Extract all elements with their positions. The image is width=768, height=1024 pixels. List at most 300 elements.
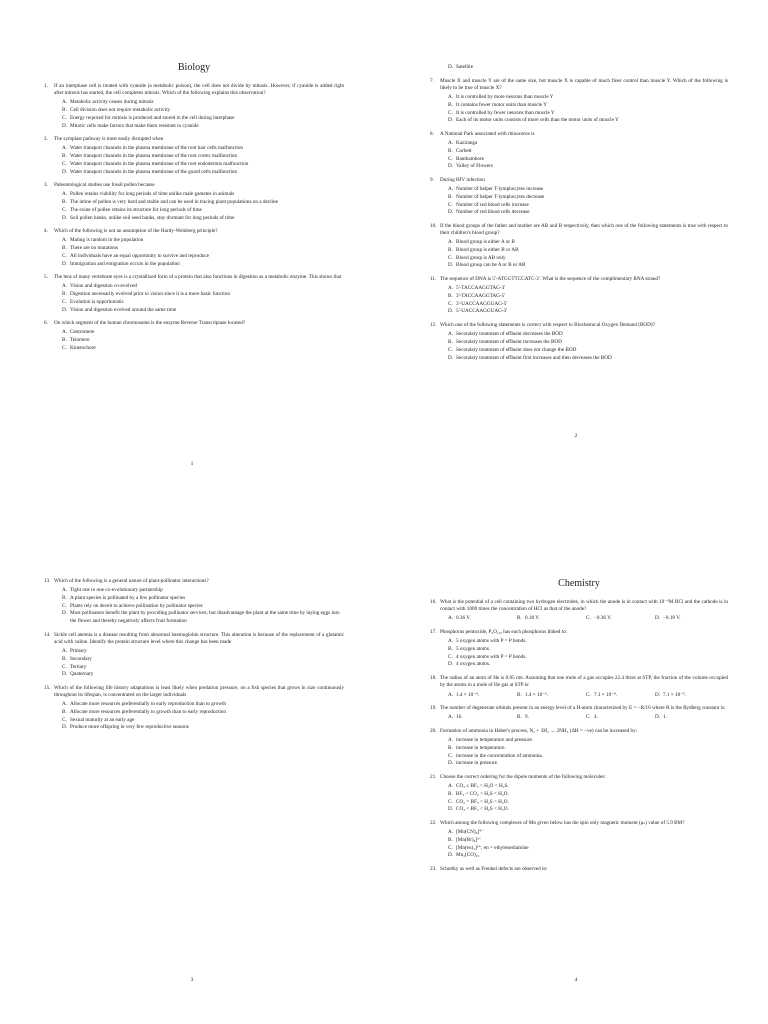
option-text: Tertiary: [70, 663, 87, 670]
question-number: 9.: [430, 176, 434, 183]
option-text: It contains fewer motor units than muscle Y: [456, 101, 547, 108]
option-text: Most pollinators benefit the plant by providing pollinator services, but disadvantage the plant at the same time by laying eggs into the flower and thereby negatively affects fruit formation: [70, 610, 340, 625]
option-text: 1.: [663, 714, 667, 721]
option-letter: B.: [448, 293, 453, 300]
option-text: The exine of pollen retains its structure for long periods of time: [70, 206, 202, 213]
option-letter: D.: [448, 354, 454, 361]
question: [44, 182, 344, 222]
question: [430, 322, 728, 362]
option-letter: D.: [448, 308, 454, 315]
answer-option: [62, 245, 344, 253]
option-letter: C.: [448, 346, 453, 353]
answer-options: [430, 140, 728, 171]
answer-option: [62, 299, 344, 307]
option-text: 4 oxygen atoms with P = P bonds.: [456, 653, 527, 660]
option-letter: A.: [62, 191, 68, 198]
option-text: Secondary treatment of effluent decreases the BOD: [456, 331, 563, 338]
option-text: Allocate more resources preferentially to growth than to early reproduction: [70, 709, 226, 716]
option-letter: A.: [62, 145, 68, 152]
option-letter: B.: [517, 691, 522, 698]
option-letter: B.: [448, 646, 453, 653]
answer-option: [448, 806, 728, 814]
option-letter: D.: [448, 806, 454, 813]
answer-options: [430, 638, 728, 669]
question-text: [430, 322, 728, 329]
option-text: Allocate more resources preferentially to early reproduction than to growth: [70, 701, 226, 708]
question-body: Which of the following is not an assumption of the Hardy-Weinberg principle?: [54, 228, 218, 235]
option-letter: A.: [62, 237, 68, 244]
option-letter: A.: [448, 714, 454, 721]
answer-option: [62, 664, 344, 672]
question-number: 12.: [430, 322, 437, 329]
option-text: −0.18 V.: [663, 615, 681, 622]
answer-option: [62, 261, 344, 269]
option-text: Produce more offspring in very few reproductive seasons: [70, 724, 189, 731]
question-text: [430, 131, 728, 138]
answer-option: [448, 347, 728, 355]
option-text: Valley of Flowers: [456, 163, 493, 170]
option-text: increase in temperature and pressure.: [456, 737, 534, 744]
option-text: Plants rely on deceit to achieve pollination by pollinator species: [70, 602, 203, 609]
answer-option: [448, 745, 728, 753]
question-number: 10.: [430, 222, 437, 229]
option-letter: C.: [62, 344, 67, 351]
answer-option: [448, 760, 728, 768]
question-number: 22.: [430, 820, 437, 827]
option-text: Mating is random in the population: [70, 237, 144, 244]
answer-option: [448, 186, 728, 194]
answer-option: [62, 253, 344, 261]
question: [430, 675, 728, 699]
question-number: 4.: [44, 228, 48, 235]
answer-option: [655, 692, 724, 700]
question: [44, 632, 344, 679]
option-text: Water transport channels in the plasma membrane of the root hair cells malfunction: [70, 145, 244, 152]
question-body: The sequence of DNA is 5'-ATGGTTCCATC-3'. What is the sequence of the complimentary RNA strand?: [440, 276, 661, 283]
answer-option: [448, 140, 728, 148]
option-text: 5'-TACCAAGGTAG-3': [456, 285, 506, 292]
option-letter: A.: [62, 701, 68, 708]
question-number: 8.: [430, 130, 434, 137]
answer-option: [448, 94, 728, 102]
option-letter: C.: [62, 160, 67, 167]
question-number: 6.: [44, 320, 48, 327]
option-letter: D.: [62, 671, 68, 678]
option-letter: D.: [62, 610, 68, 617]
option-letter: A.: [448, 638, 454, 645]
option-text: The intine of pollen is very hard and stable and can be used in tracing plant populations on a decline: [70, 199, 278, 206]
option-letter: C.: [62, 663, 67, 670]
answer-option: [448, 845, 728, 853]
question: [430, 78, 728, 125]
option-letter: A.: [62, 283, 68, 290]
answer-option: [517, 714, 586, 722]
option-text: 0.36 V.: [456, 615, 471, 622]
answer-options: [430, 615, 728, 623]
option-letter: D.: [62, 122, 68, 129]
option-text: Ranthambore: [456, 155, 484, 162]
answer-options: [44, 701, 344, 732]
answer-option: [62, 610, 344, 625]
question: [44, 685, 344, 732]
option-letter: D.: [448, 117, 454, 124]
option-letter: A.: [448, 691, 454, 698]
option-letter: C.: [448, 155, 453, 162]
answer-option: [586, 714, 655, 722]
answer-option: [448, 308, 728, 316]
answer-options: [430, 692, 728, 700]
answer-options: [430, 186, 728, 217]
option-letter: D.: [62, 724, 68, 731]
question-number: 1.: [44, 83, 48, 89]
question-body: Choose the correct ordering for the dipole moments of the following molecules:: [440, 774, 606, 781]
answer-options: [430, 94, 728, 125]
answer-option: [448, 799, 728, 807]
option-letter: C.: [62, 298, 67, 305]
option-letter: C.: [448, 109, 453, 116]
page-4: [384, 512, 768, 1024]
answer-option: [448, 255, 728, 263]
option-letter: B.: [448, 193, 453, 200]
option-letter: B.: [62, 107, 67, 114]
page-2: [384, 0, 768, 512]
option-text: [Mn(en)₃]²⁺; en = ethylenediamine: [456, 844, 529, 851]
option-letter: A.: [448, 829, 454, 836]
option-letter: D.: [62, 260, 68, 267]
option-letter: A.: [62, 587, 68, 594]
answer-option: [448, 692, 517, 700]
answer-option: [62, 671, 344, 679]
answer-options: [430, 714, 728, 722]
option-text: increase in the concentration of ammonia.: [456, 752, 543, 759]
answer-option: [448, 247, 728, 255]
option-text: Metabolic activity ceases during mitosis: [70, 99, 154, 106]
answer-option: [448, 852, 728, 860]
option-text: Number of red blood cells increase: [456, 201, 529, 208]
answer-option: [62, 595, 344, 603]
question: [430, 774, 728, 814]
answer-option: [62, 329, 344, 337]
option-letter: B.: [448, 101, 453, 108]
answer-option: [586, 692, 655, 700]
answer-option: [586, 615, 655, 623]
option-letter: A.: [448, 239, 454, 246]
question-body: Which among the following complexes of Mn given below has the spin only magnetic moment (μₛ) value of 5.9 BM?: [440, 820, 685, 827]
page-1: [0, 0, 384, 512]
question-body: The lens of many vertebrate eyes is a crystallized form of a protein that also functions in digestion as a metabolic enzyme. This shows that: [54, 274, 342, 281]
option-text: 5 oxygen atoms with P = P bonds.: [456, 638, 527, 645]
question-list: [44, 83, 344, 353]
option-letter: A.: [62, 99, 68, 106]
option-text: Secondary: [70, 655, 92, 662]
option-text: Number of helper T-lymphocytes decrease: [456, 193, 545, 200]
option-letter: A.: [448, 140, 454, 147]
answer-option: [448, 163, 728, 171]
option-letter: B.: [448, 791, 453, 798]
option-letter: B.: [62, 199, 67, 206]
option-text: Vision and digestion co-evolved: [70, 283, 137, 290]
question-body: Formation of ammonia in Haber's process, N₂ + 3H₂ → 2NH₃ (ΔH = −ve) can be increased by:: [440, 728, 638, 735]
question-text: [44, 182, 344, 189]
question-number: 7.: [430, 77, 434, 84]
answer-option: [448, 102, 728, 110]
answer-option: [448, 194, 728, 202]
answer-option: [448, 239, 728, 247]
answer-option: [62, 99, 344, 107]
question-body: Phosphorus pentoxide, P₄O₁₀, has each phosphorus linked to:: [440, 629, 568, 636]
question-number: 3.: [44, 182, 48, 189]
option-text: Blood group can be A or B or AB: [456, 262, 526, 269]
answer-option: [448, 791, 728, 799]
option-text: Blood group is either B or AB: [456, 247, 519, 254]
option-letter: B.: [517, 714, 522, 721]
option-text: Primary: [70, 648, 87, 655]
option-text: Secondary treatment of effluent does not change the BOD: [456, 346, 577, 353]
answer-option: [448, 293, 728, 301]
option-letter: D.: [448, 852, 454, 859]
option-letter: B.: [448, 745, 453, 752]
option-text: [Mn(CN)₆]⁴⁻: [456, 829, 484, 836]
option-letter: B.: [62, 594, 67, 601]
option-letter: A.: [448, 737, 454, 744]
option-letter: A.: [448, 94, 454, 101]
question-text: [44, 320, 344, 327]
question: [430, 820, 728, 860]
answer-options: [44, 587, 344, 626]
option-text: 0.18 V.: [525, 615, 540, 622]
answer-option: [448, 638, 728, 646]
answer-option: [448, 301, 728, 309]
answer-option: [448, 661, 728, 669]
option-text: CO₂ < BF₃ < H₂S < H₂O.: [456, 806, 509, 813]
question-body: The symplast pathway is most easily disrupted when: [54, 136, 164, 143]
answer-option: [62, 199, 344, 207]
question: [44, 136, 344, 176]
answer-option: [62, 161, 344, 169]
answer-option: [62, 115, 344, 123]
option-letter: C.: [448, 798, 453, 805]
option-letter: C.: [448, 752, 453, 759]
answer-options: [44, 145, 344, 176]
question-text: [44, 632, 344, 646]
option-letter: C.: [448, 844, 453, 851]
option-text: It is controlled by fewer neurons than muscle Y: [456, 109, 555, 116]
option-text: Secondary treatment of effluent increases the BOD: [456, 339, 562, 346]
question: [430, 629, 728, 669]
option-text: Secondary treatment of effluent first increases and then decreases the BOD: [456, 354, 612, 361]
option-letter: A.: [448, 331, 454, 338]
answer-options: [44, 99, 344, 130]
answer-option: [448, 829, 728, 837]
answer-option: [448, 837, 728, 845]
option-letter: B.: [62, 153, 67, 160]
option-letter: D.: [655, 615, 661, 622]
question: [44, 578, 344, 626]
question-text: [44, 578, 344, 585]
question-number: 11.: [430, 276, 437, 283]
option-letter: D.: [448, 661, 454, 668]
page-number: 3: [190, 977, 194, 983]
option-text: Evolution is opportunistic: [70, 298, 124, 305]
answer-option: [655, 615, 724, 623]
option-text: 3'-TACCAAGGTAG-5': [456, 293, 506, 300]
option-letter: C.: [448, 254, 453, 261]
answer-option: [62, 123, 344, 131]
question-body: Which of the following life history adaptations is least likely when predation pressure, on a fish species that grows in size continuously throughout its lifespan, is concentrated on the larger individuals: [54, 684, 344, 699]
question: [430, 728, 728, 768]
option-letter: B.: [62, 655, 67, 662]
question-number: 14.: [44, 631, 51, 638]
question-number: 21.: [430, 774, 437, 781]
option-text: Quaternary: [70, 671, 94, 678]
answer-option: [62, 587, 344, 595]
option-text: increase in pressure.: [456, 760, 499, 767]
option-letter: A.: [448, 285, 454, 292]
question-text: [430, 774, 728, 781]
page-number: 1: [190, 461, 194, 467]
option-letter: A.: [62, 648, 68, 655]
question-number: 5.: [44, 274, 48, 281]
option-text: All individuals have an equal opportunity to survive and reproduce: [70, 252, 210, 259]
question: [430, 276, 728, 316]
option-letter: A.: [62, 329, 68, 336]
question: [430, 866, 728, 873]
option-text: Water transport channels in the plasma membrane of the root cortex malfunction: [70, 153, 238, 160]
question-body: A National Park associated with rhinoceros is: [440, 130, 535, 137]
answer-option: [448, 737, 728, 745]
option-letter: A.: [448, 186, 454, 193]
answer-options: [44, 191, 344, 222]
question: [44, 274, 344, 314]
option-letter: B.: [448, 247, 453, 254]
question-body: If the blood groups of the father and mother are AB and B respectively, then which one of the following statements is true with respect to their children's blood group?: [440, 222, 728, 237]
question-text: [44, 685, 344, 699]
answer-option: [62, 709, 344, 717]
option-text: Energy required for mitosis is produced and stored in the cell during interphase: [70, 114, 235, 121]
question-body: Which one of the following statements is correct with respect to Biochemical Oxygen Demand (BOD)?: [440, 322, 655, 329]
answer-options: [430, 737, 728, 768]
question: [430, 177, 728, 217]
option-text: Soil pollen banks, unlike soil seed banks, stay dormant for long periods of time: [70, 214, 235, 221]
option-text: 5'-UACCAAGGUAG-3': [456, 308, 508, 315]
option-letter: B.: [517, 615, 522, 622]
option-letter: C.: [62, 602, 67, 609]
question-number: 15.: [44, 684, 51, 691]
answer-option: [448, 285, 728, 293]
answer-option: [448, 753, 728, 761]
answer-option: [62, 701, 344, 709]
option-letter: D.: [448, 760, 454, 767]
answer-option: [62, 291, 344, 299]
question-text: [44, 136, 344, 143]
option-letter: B.: [62, 337, 67, 344]
question-text: [430, 276, 728, 283]
question-text: [44, 274, 344, 281]
option-text: Number of red blood cells decrease: [456, 209, 530, 216]
option-letter: D.: [655, 714, 661, 721]
answer-option: [62, 215, 344, 223]
question-text: [430, 820, 728, 827]
option-text: There are no mutations: [70, 245, 118, 252]
option-text: Telomere: [70, 337, 90, 344]
option-text: increase in temperature.: [456, 745, 506, 752]
continued-option: D. Satellite: [448, 64, 473, 70]
question-body: Sickle cell anemia is a disease resulting from abnormal haemoglobin structure. This alteration is because of the replacement of a glutamic acid with valine. Identify the protein structure level where this change has been made: [54, 631, 344, 645]
answer-option: [448, 148, 728, 156]
question-body: The radius of an atom of He is 0.05 nm. Assuming that one mole of a gas occupies 22.4 litres at STP, the fraction of the volume occupied by the atoms in a mole of He gas at STP is:: [440, 675, 728, 689]
option-text: Pollen retains viability for long periods of time unlike male gametes in animals: [70, 191, 235, 198]
option-text: Vision and digestion evolved around the same time: [70, 306, 177, 313]
option-text: [Mn(Br)₆]²⁻: [456, 837, 482, 844]
question: [430, 223, 728, 270]
option-text: 4.: [594, 714, 598, 721]
option-text: −0.36 V.: [594, 615, 612, 622]
answer-option: [62, 207, 344, 215]
option-text: Each of its motor units consists of more cells than the motor units of muscle Y: [456, 117, 619, 124]
option-letter: D.: [62, 168, 68, 175]
option-text: Water transport channels in the plasma membrane of the guard cells malfunction: [70, 168, 238, 175]
option-letter: B.: [448, 837, 453, 844]
answer-option: [448, 783, 728, 791]
question-text: [430, 705, 728, 712]
question-number: 18.: [430, 675, 437, 682]
option-text: BF₃ < CO₂ < H₂S < H₂O.: [456, 791, 509, 798]
question-text: [430, 675, 728, 689]
answer-options: [430, 239, 728, 270]
section-title-biology: Biology: [177, 62, 211, 73]
option-letter: C.: [62, 206, 67, 213]
option-text: Mn₂(CO)₁₀: [456, 852, 480, 859]
question-number: 19.: [430, 705, 437, 712]
answer-options: [430, 331, 728, 362]
option-letter: D.: [448, 262, 454, 269]
answer-options: [44, 648, 344, 679]
question: [430, 599, 728, 623]
question-list: [430, 78, 728, 363]
option-text: Cell division does not require metabolic activity: [70, 107, 170, 114]
answer-option: [62, 648, 344, 656]
question-number: 23.: [430, 866, 437, 873]
option-letter: D.: [448, 163, 454, 170]
question: [44, 83, 344, 130]
answer-option: [448, 646, 728, 654]
answer-option: [62, 237, 344, 245]
answer-option: [62, 307, 344, 315]
question: [44, 320, 344, 352]
option-letter: A.: [448, 615, 454, 622]
question-list: [44, 578, 344, 732]
question-body: The number of degenerate orbitals present in an energy level of a H-atom characterized by E = −R/16 where R is the Rydberg constant is:: [440, 705, 726, 712]
option-letter: B.: [62, 291, 67, 298]
option-letter: C.: [448, 300, 453, 307]
option-letter: B.: [62, 709, 67, 716]
question-body: On which segment of the human chromosome is the enzyme Reverse Transcriptase located?: [54, 320, 246, 327]
answer-option: [62, 656, 344, 664]
option-text: Number of helper T-lymphocytes increase: [456, 186, 544, 193]
option-letter: B.: [448, 147, 453, 154]
answer-option: [62, 169, 344, 177]
answer-option: [448, 654, 728, 662]
option-letter: C.: [586, 615, 591, 622]
option-text: 1.4 × 10⁻⁵.: [525, 691, 549, 698]
question-text: [430, 223, 728, 237]
question-list: [430, 599, 728, 873]
option-letter: C.: [448, 201, 453, 208]
answer-option: [448, 615, 517, 623]
answer-option: [448, 262, 728, 270]
option-text: 1.4 × 10⁻⁴.: [456, 691, 480, 698]
option-text: Immigration and emigration occurs in the population: [70, 260, 180, 267]
